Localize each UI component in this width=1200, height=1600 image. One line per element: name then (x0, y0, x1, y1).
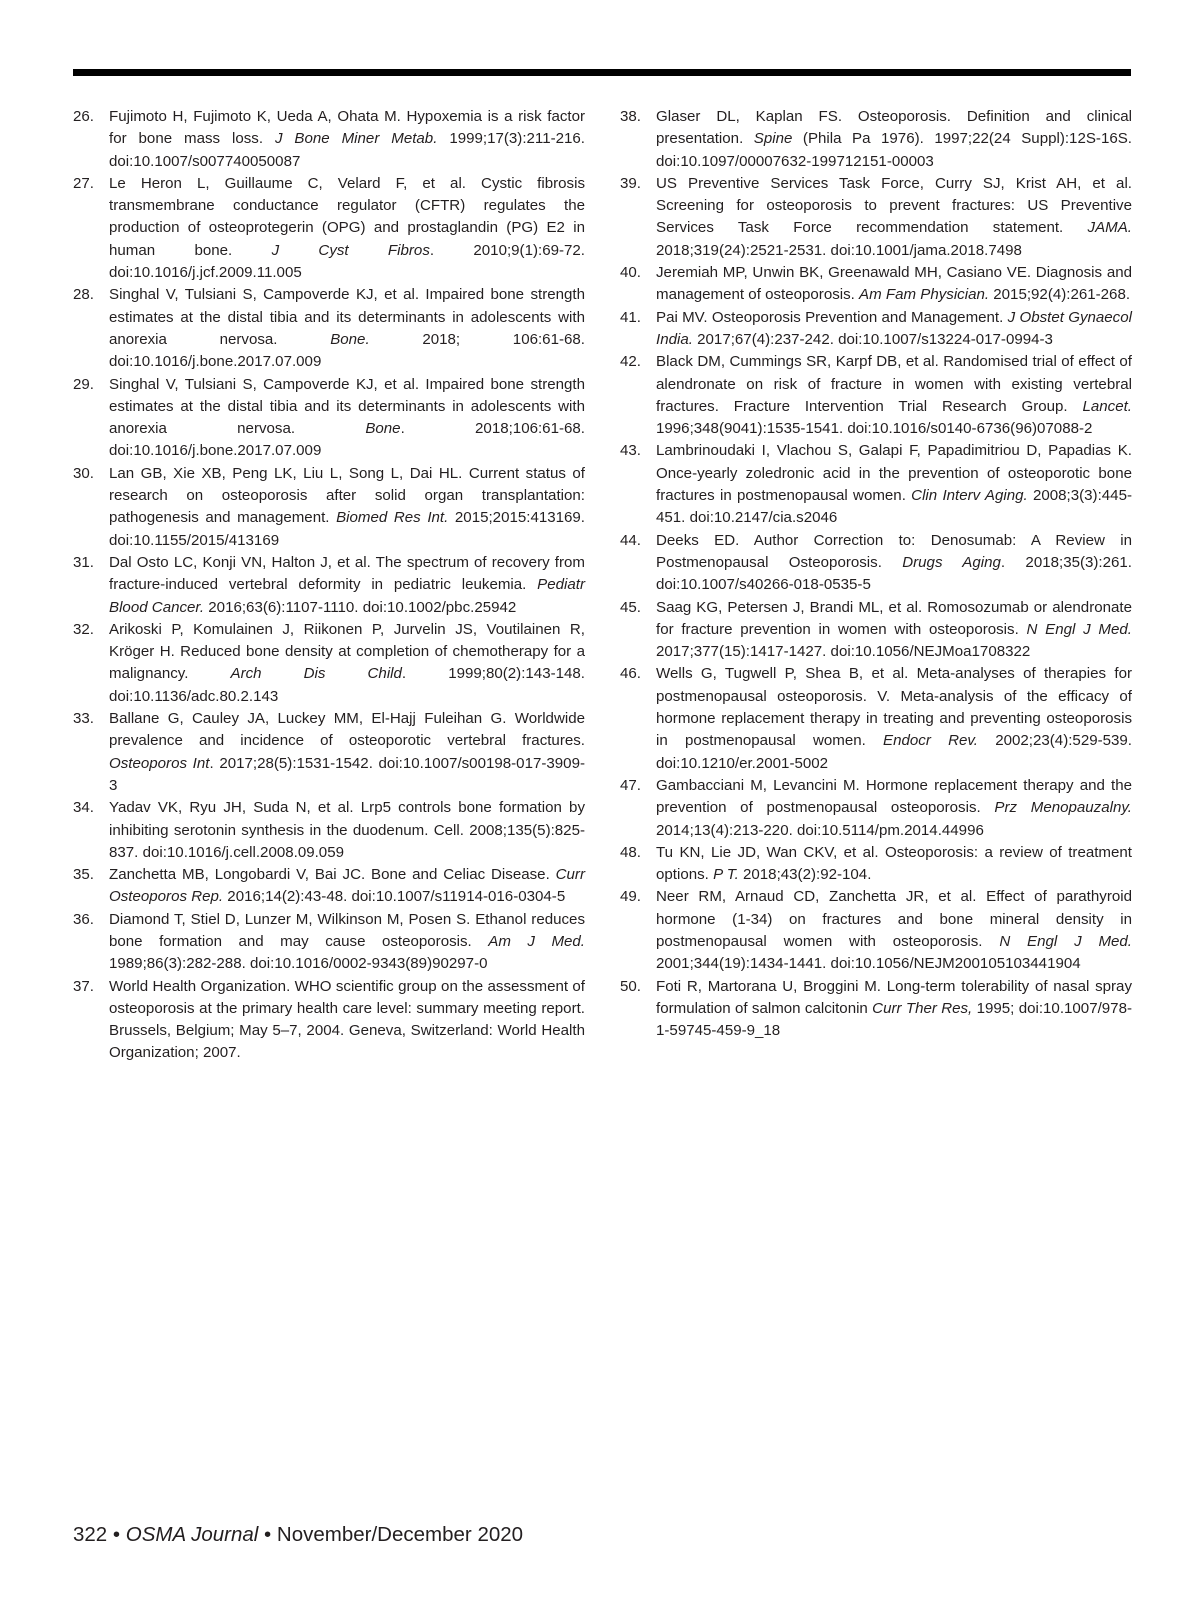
reference-text-segment: Foti R, Martorana U, Broggini M. Long-term tolerability of nasal spray formulation of salmon calcitonin (656, 977, 1132, 1017)
reference-text-segment: 2018; 106:61-68. doi:10.1016/j.bone.2017.07.009 (109, 330, 585, 371)
reference-number: 29. (73, 375, 94, 393)
reference-item (620, 663, 1132, 774)
reference-text (109, 554, 585, 616)
reference-text (109, 710, 585, 794)
journal-title: Clin Interv Aging. (911, 487, 1028, 505)
journal-title: Curr Ther Res, (872, 999, 973, 1017)
reference-text-segment: Yadav VK, Ryu JH, Suda N, et al. Lrp5 controls bone formation by inhibiting serotonin synthesis in the duodenum. Cell. 2008;135(5):825-837. doi:10.1016/j.cell.2008.09.059 (109, 799, 585, 861)
reference-text (656, 777, 1132, 839)
reference-item (620, 106, 1132, 173)
reference-text (656, 665, 1132, 771)
reference-number: 33. (73, 710, 94, 728)
reference-text (656, 108, 1132, 170)
reference-text-segment: 1995; doi:10.1007/978-1-59745-459-9_18 (656, 999, 1133, 1040)
reference-text-segment: . 1999;80(2):143-148. doi:10.1136/adc.80.2.143 (109, 665, 585, 705)
reference-text-segment: Black DM, Cummings SR, Karpf DB, et al. Randomised trial of effect of alendronate on risk of fracture in women with existing vertebral fractures. Fracture Intervention Trial Research Group. (656, 353, 1132, 415)
reference-item (73, 173, 585, 284)
footer-separator: • (258, 1523, 277, 1546)
journal-title: J Bone Miner Metab. (274, 130, 438, 148)
reference-text-segment: . 2018;35(3):261. doi:10.1007/s40266-018-0535-5 (656, 553, 1132, 594)
reference-text (656, 888, 1132, 972)
reference-number: 41. (620, 308, 641, 326)
journal-title: Am Fam Physician. (859, 286, 990, 304)
reference-text-segment: 1999;17(3):211-216. doi:10.1007/s007740050087 (109, 130, 585, 170)
journal-title: Osteoporos Int (109, 754, 210, 772)
reference-text-segment: 2014;13(4):213-220. doi:10.5114/pm.2014.44996 (656, 821, 984, 839)
reference-number: 38. (620, 108, 641, 125)
reference-item (620, 351, 1132, 440)
reference-text-segment: Gambacciani M, Levancini M. Hormone replacement therapy and the prevention of postmenopausal osteoporosis. (656, 776, 1132, 817)
reference-item (73, 552, 585, 619)
reference-text (109, 799, 585, 861)
reference-text-segment: Lan GB, Xie XB, Peng LK, Liu L, Song L, Dai HL. Current status of research on osteoporosis after solid organ transplantation: pathogenesis and management. (109, 464, 585, 527)
reference-text (656, 599, 1132, 661)
reference-number: 28. (73, 286, 94, 304)
journal-title: Bone. (330, 330, 370, 348)
reference-text (109, 376, 585, 460)
journal-title: JAMA. (1087, 219, 1132, 237)
reference-text (656, 264, 1132, 303)
footer-separator: • (107, 1523, 126, 1546)
reference-item (620, 530, 1132, 597)
reference-number: 42. (620, 353, 641, 371)
reference-text-segment: Zanchetta MB, Longobardi V, Bai JC. Bone and Celiac Disease. (109, 866, 556, 884)
reference-number: 34. (73, 799, 94, 817)
reference-text-segment: 2015;92(4):261-268. (989, 286, 1131, 304)
reference-number: 27. (73, 174, 94, 192)
reference-number: 39. (620, 174, 641, 192)
reference-text-segment: US Preventive Services Task Force, Curry SJ, Krist AH, et al. Screening for osteoporosis to prevent fractures: US Preventive Services Task Force recommendation statement. (656, 174, 1132, 237)
journal-title: Endocr Rev. (883, 732, 978, 750)
reference-item (620, 173, 1132, 262)
reference-item (73, 106, 585, 173)
reference-text (656, 309, 1132, 348)
reference-item (620, 886, 1132, 975)
reference-text (109, 911, 585, 973)
reference-number: 32. (73, 620, 94, 638)
reference-text-segment: . 2018;106:61-68. doi:10.1016/j.bone.2017.07.009 (109, 420, 585, 460)
references-column-left (73, 106, 585, 1065)
journal-title: J Cyst Fibros (271, 241, 430, 259)
reference-item (73, 797, 585, 864)
reference-text-segment: 1996;348(9041):1535-1541. doi:10.1016/s0140-6736(96)07088-2 (656, 420, 1093, 438)
reference-text-segment: Ballane G, Cauley JA, Luckey MM, El-Hajj Fuleihan G. Worldwide prevalence and incidence of osteoporotic vertebral fractures. (109, 710, 585, 750)
reference-text-segment: Pai MV. Osteoporosis Prevention and Management. (656, 308, 1008, 326)
reference-text-segment: Arikoski P, Komulainen J, Riikonen P, Jurvelin JS, Voutilainen R, Kröger H. Reduced bone density at completion of chemotherapy for a malignancy. (109, 620, 585, 683)
reference-text-segment: 1989;86(3):282-288. doi:10.1016/0002-9343(89)90297-0 (109, 955, 488, 973)
reference-text-segment: Saag KG, Petersen J, Brandi ML, et al. Romosozumab or alendronate for fracture prevention in women with osteoporosis. (656, 598, 1132, 638)
reference-text-segment: 2008;3(3):445-451. doi:10.2147/cia.s2046 (656, 487, 1132, 527)
reference-number: 48. (620, 843, 641, 861)
references-column-right (620, 106, 1132, 1042)
reference-item (620, 307, 1132, 352)
reference-item (73, 619, 585, 708)
reference-text-segment: (Phila Pa 1976). 1997;22(24 Suppl):12S-16S. doi:10.1097/00007632-199712151-00003 (656, 130, 1132, 170)
reference-item (620, 976, 1132, 1043)
journal-title: Prz Menopauzalny. (994, 799, 1132, 817)
reference-item (73, 708, 585, 797)
header-rule (73, 69, 1131, 76)
reference-text (109, 866, 585, 905)
reference-text (109, 621, 585, 705)
reference-text-segment: Jeremiah MP, Unwin BK, Greenawald MH, Casiano VE. Diagnosis and management of osteoporosis. (656, 264, 1132, 304)
reference-text-segment: . 2010;9(1):69-72. doi:10.1016/j.jcf.2009.11.005 (109, 241, 585, 282)
reference-text-segment: Tu KN, Lie JD, Wan CKV, et al. Osteoporosis: a review of treatment options. (656, 843, 1132, 884)
reference-item (73, 463, 585, 552)
reference-text-segment: Wells G, Tugwell P, Shea B, et al. Meta-analyses of therapies for postmenopausal osteoporosis. V. Meta-analysis of the efficacy of hormone replacement therapy in treating and preventing osteoporosis in postmenopausal women. (656, 665, 1132, 750)
reference-number: 44. (620, 531, 641, 549)
page-footer (73, 1522, 523, 1548)
reference-number: 43. (620, 442, 641, 460)
reference-text-segment: Singhal V, Tulsiani S, Campoverde KJ, et al. Impaired bone strength estimates at the distal tibia and its determinants in adolescents with anorexia nervosa. (109, 286, 585, 348)
reference-text-segment: World Health Organization. WHO scientific group on the assessment of osteoporosis at the primary health care level: summary meeting report. Brussels, Belgium; May 5–7, 2004. Geneva, Switzerland: World Health Organization; 2007. (109, 977, 585, 1062)
journal-title: N Engl J Med. (1026, 620, 1132, 638)
reference-item (73, 909, 585, 976)
reference-text-segment: Deeks ED. Author Correction to: Denosumab: A Review in Postmenopausal Osteoporosis. (656, 531, 1132, 571)
page-number: 322 (73, 1523, 108, 1546)
reference-item (73, 284, 585, 373)
reference-text (109, 978, 585, 1062)
journal-title: Lancet. (1082, 397, 1132, 415)
reference-text-segment: 2016;63(6):1107-1110. doi:10.1002/pbc.25942 (204, 598, 517, 616)
reference-text-segment: 2015;2015:413169. doi:10.1155/2015/413169 (109, 509, 586, 549)
reference-text-segment: Dal Osto LC, Konji VN, Halton J, et al. The spectrum of recovery from fracture-induced vertebral deformity in pediatric leukemia. (109, 553, 585, 594)
reference-text-segment: 2018;319(24):2521-2531. doi:10.1001/jama.2018.7498 (656, 241, 1022, 259)
reference-number: 46. (620, 665, 641, 683)
journal-title: Bone (365, 420, 401, 438)
reference-text (109, 465, 585, 549)
reference-text (656, 978, 1132, 1040)
journal-title: Biomed Res Int. (336, 509, 449, 527)
journal-title: Pediatr Blood Cancer. (109, 576, 585, 616)
reference-text-segment: Lambrinoudaki I, Vlachou S, Galapi F, Papadimitriou D, Papadias K. Once-yearly zoledronic acid in the prevention of osteoporotic bone fractures in postmenopausal women. (656, 442, 1132, 505)
journal-title: J Obstet Gynaecol India. (656, 308, 1132, 348)
reference-item (620, 597, 1132, 664)
reference-text (656, 175, 1132, 259)
reference-text (656, 442, 1132, 526)
reference-number: 36. (73, 910, 94, 928)
journal-title: Curr Osteoporos Rep. (109, 866, 585, 906)
reference-number: 47. (620, 776, 641, 794)
reference-number: 40. (620, 264, 641, 282)
journal-name: OSMA Journal (125, 1523, 259, 1546)
reference-item (620, 842, 1132, 887)
journal-title: Am J Med. (488, 932, 585, 950)
reference-number: 37. (73, 977, 94, 995)
journal-title: Drugs Aging (902, 553, 1001, 571)
journal-title: Arch Dis Child (230, 665, 402, 683)
reference-text-segment: Fujimoto H, Fujimoto K, Ueda A, Ohata M. Hypoxemia is a risk factor for bone mass loss. (109, 108, 585, 148)
reference-text (109, 286, 585, 370)
reference-text-segment: 2018;43(2):92-104. (738, 866, 872, 884)
reference-item (73, 374, 585, 463)
reference-text (656, 844, 1132, 883)
reference-text (656, 532, 1132, 594)
reference-text (109, 175, 585, 281)
reference-text-segment: Diamond T, Stiel D, Lunzer M, Wilkinson M, Posen S. Ethanol reduces bone formation and may cause osteoporosis. (109, 910, 585, 950)
reference-number: 26. (73, 108, 94, 125)
reference-number: 31. (73, 553, 94, 571)
reference-text-segment: Le Heron L, Guillaume C, Velard F, et al. Cystic fibrosis transmembrane conductance regulator (CFTR) regulates the production of osteoprotegerin (OPG) and prostaglandin (PG) E2 in human bone. (109, 174, 585, 259)
reference-item (73, 864, 585, 909)
reference-item (620, 775, 1132, 842)
reference-text-segment: 2017;377(15):1417-1427. doi:10.1056/NEJMoa1708322 (656, 643, 1031, 661)
reference-text-segment: 2017;67(4):237-242. doi:10.1007/s13224-017-0994-3 (692, 330, 1053, 348)
reference-item (73, 976, 585, 1065)
reference-text-segment: . 2017;28(5):1531-1542. doi:10.1007/s00198-017-3909-3 (109, 754, 585, 794)
issue-date: November/December 2020 (276, 1523, 524, 1546)
reference-item (620, 262, 1132, 307)
reference-text-segment: 2001;344(19):1434-1441. doi:10.1056/NEJM200105103441904 (656, 955, 1081, 973)
reference-number: 49. (620, 888, 641, 906)
journal-title: Spine (753, 130, 793, 148)
reference-text-segment: Glaser DL, Kaplan FS. Osteoporosis. Definition and clinical presentation. (656, 108, 1132, 148)
reference-text-segment: Singhal V, Tulsiani S, Campoverde KJ, et al. Impaired bone strength estimates at the distal tibia and its determinants in adolescents with anorexia nervosa. (109, 375, 585, 438)
reference-text-segment: 2016;14(2):43-48. doi:10.1007/s11914-016-0304-5 (223, 888, 566, 906)
reference-text (656, 353, 1132, 437)
reference-number: 35. (73, 866, 94, 884)
reference-number: 45. (620, 598, 641, 616)
reference-number: 50. (620, 977, 641, 995)
reference-text-segment: 2002;23(4):529-539. doi:10.1210/er.2001-5002 (656, 732, 1133, 772)
reference-text-segment: Neer RM, Arnaud CD, Zanchetta JR, et al. Effect of parathyroid hormone (1-34) on fractures and bone mineral density in postmenopausal women with osteoporosis. (656, 888, 1132, 950)
journal-title: N Engl J Med. (999, 932, 1133, 950)
reference-item (620, 440, 1132, 529)
reference-number: 30. (73, 464, 94, 482)
journal-title: P T. (713, 866, 739, 884)
reference-text (109, 108, 585, 170)
